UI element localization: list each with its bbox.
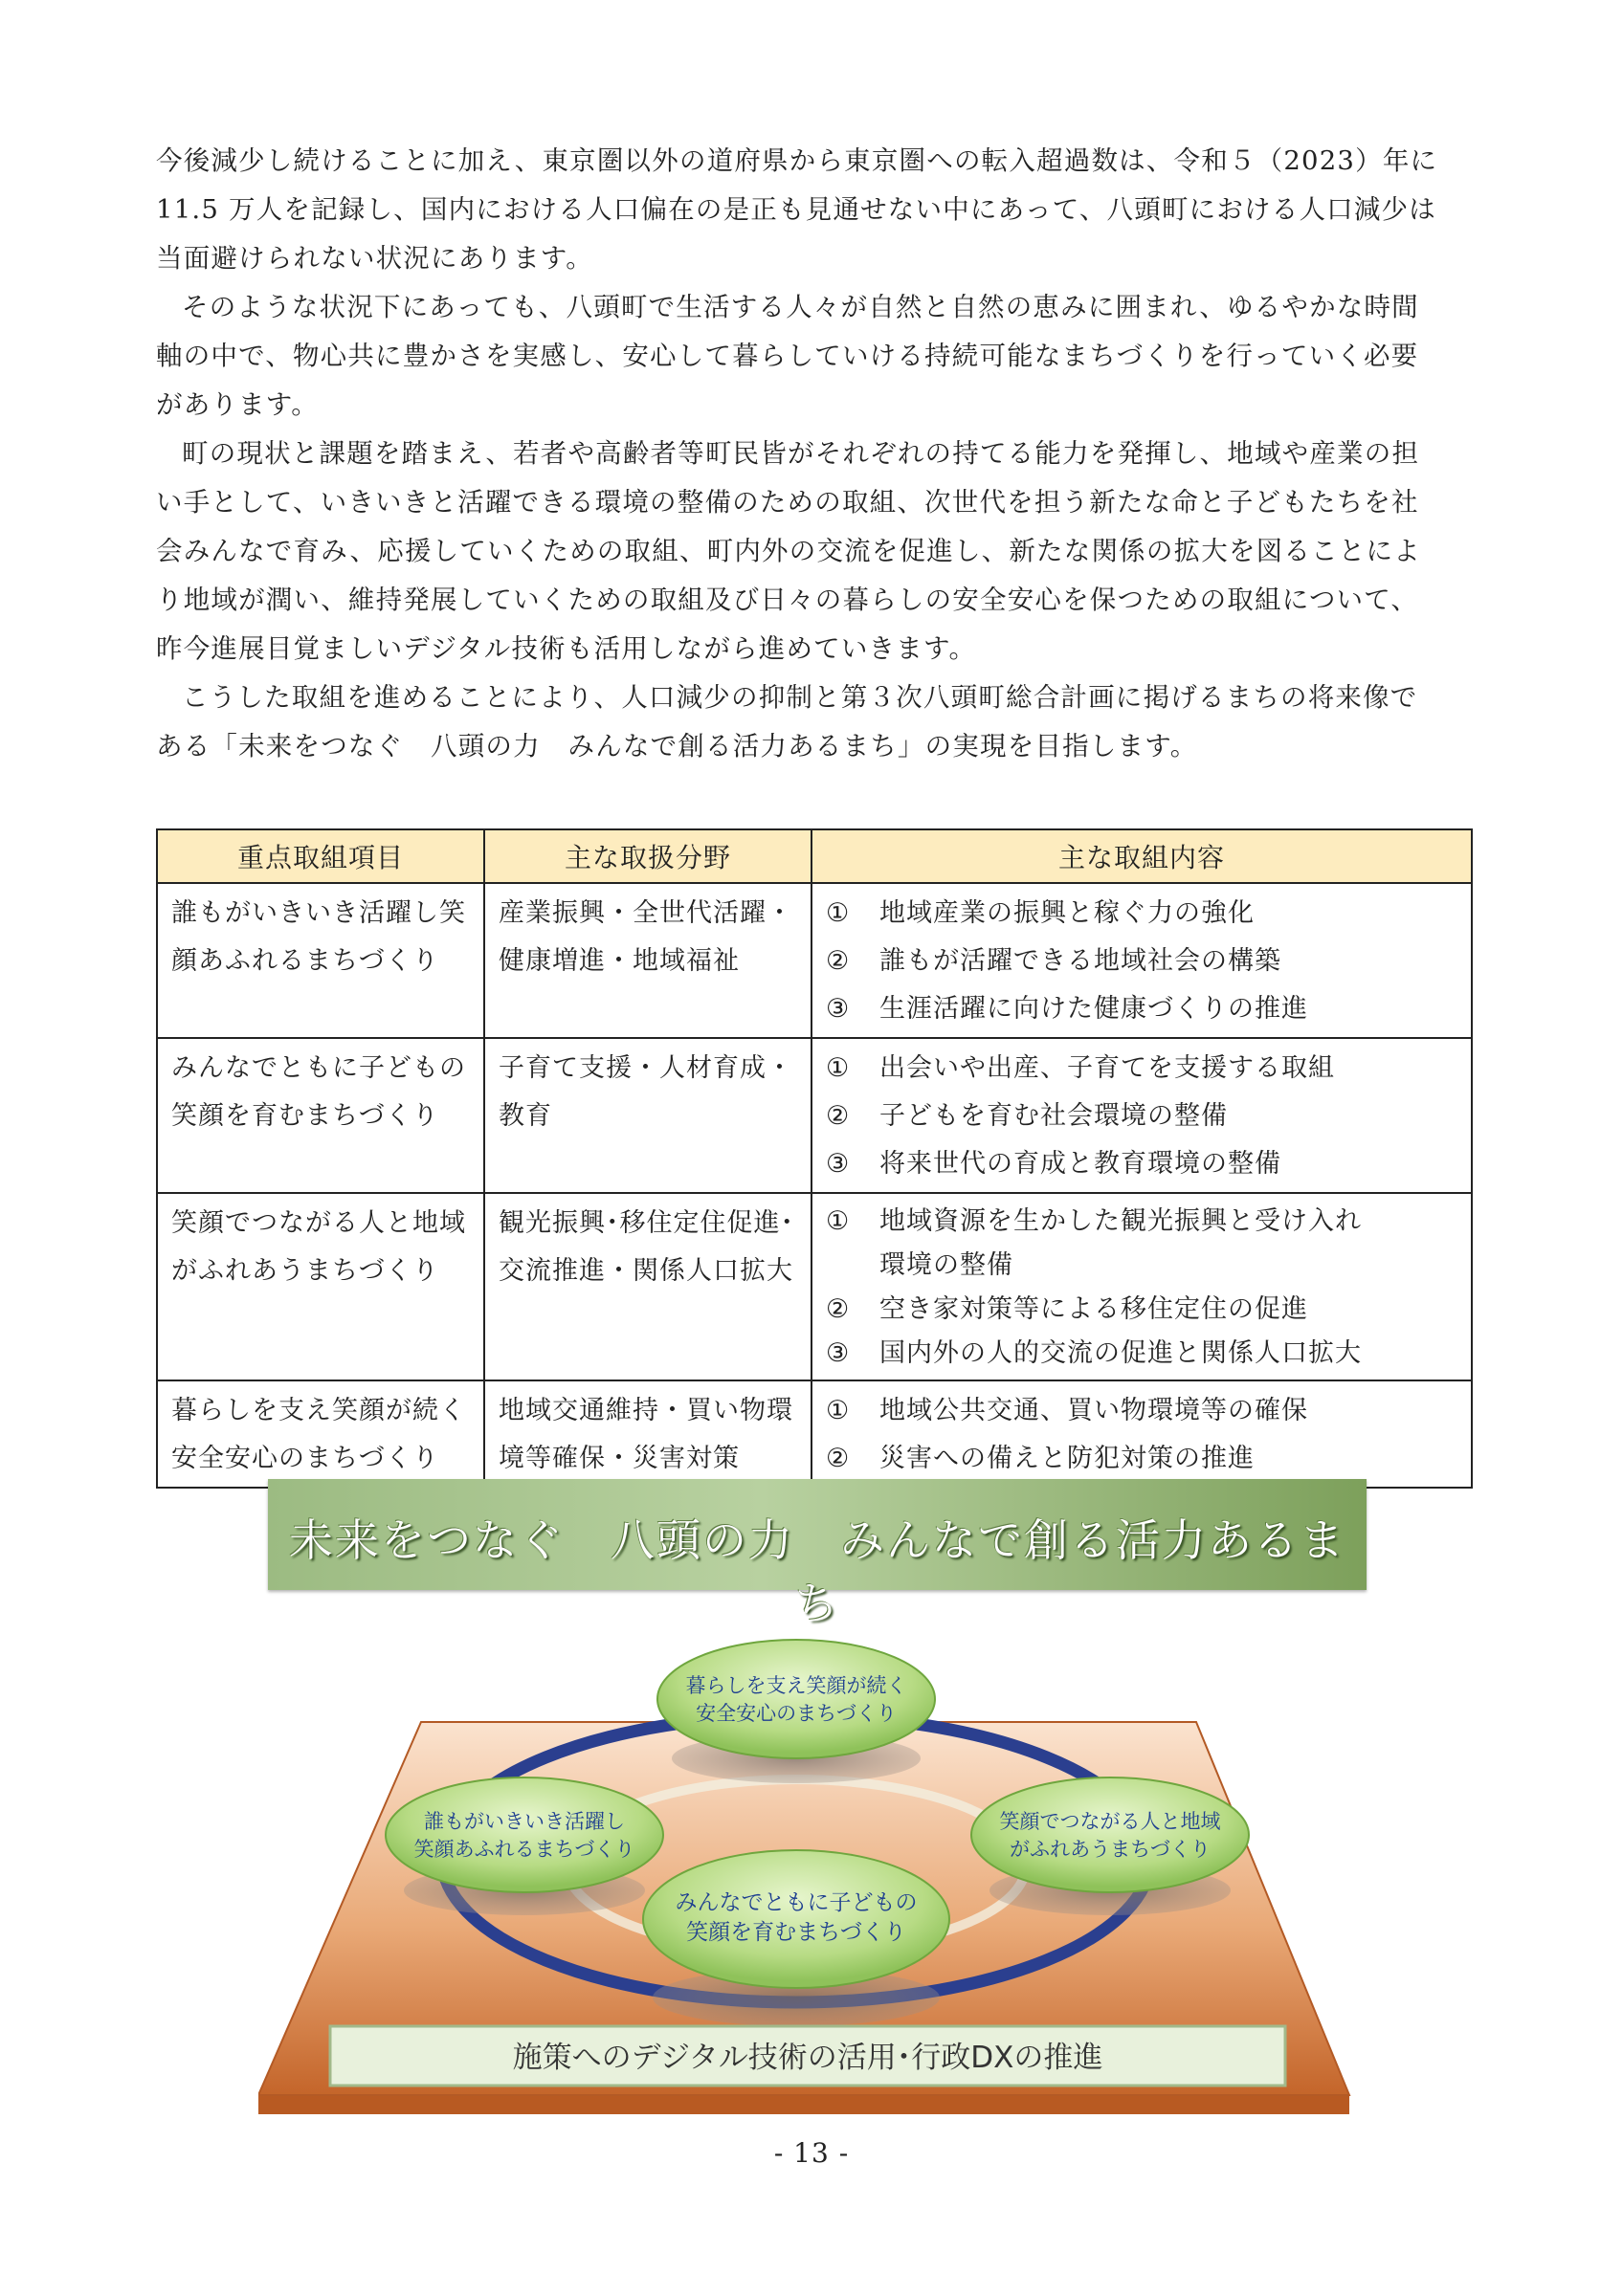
- cell-item: [157, 883, 484, 1038]
- paragraph-1: [156, 137, 1473, 283]
- item-text: 地域公共交通、買い物環境等の確保: [879, 1396, 1308, 1425]
- item-text: 生涯活躍に向けた健康づくりの推進: [879, 994, 1308, 1024]
- paragraph-line: 軸の中で、物心共に豊かさを実感し、安心して暮らしていける持続可能なまちづくりを行っていく必要: [156, 341, 1419, 371]
- list-item: [826, 1332, 1459, 1376]
- cell-line: 顔あふれるまちづくり: [171, 946, 439, 976]
- item-number: ③: [826, 994, 851, 1024]
- cell-line: 子育て支援・人材育成・: [499, 1053, 793, 1083]
- circle-top: [657, 1640, 935, 1758]
- circle-shape: [386, 1777, 663, 1892]
- cell-line: 誰もがいきいき活躍し笑: [171, 898, 466, 928]
- paragraph-4: [156, 673, 1473, 771]
- cell-contents: [812, 883, 1472, 1038]
- paragraph-3: [156, 430, 1473, 673]
- item-text-line: 地域資源を生かした観光振興と受け入れ: [879, 1206, 1362, 1236]
- cell-line: 交流推進・関係人口拡大: [499, 1256, 793, 1286]
- item-text: 子どもを育む社会環境の整備: [879, 1101, 1228, 1131]
- item-number: ①: [826, 1206, 851, 1236]
- circle-shape: [971, 1777, 1249, 1892]
- cell-line: 笑顔でつながる人と地域: [171, 1208, 466, 1238]
- item-text: 災害への備えと防犯対策の推進: [879, 1444, 1255, 1473]
- item-text: 国内外の人的交流の促進と関係人口拡大: [879, 1338, 1362, 1368]
- page-number: - 13 -: [773, 2137, 850, 2169]
- paragraph-line: り地域が潤い、維持発展していくための取組及び日々の暮らしの安全安心を保つための取組について、: [156, 585, 1419, 615]
- cell-contents: [812, 1380, 1472, 1488]
- paragraph-line: 昨今進展目覚ましいデジタル技術も活用しながら進めていきます。: [156, 633, 977, 664]
- cell-field: [484, 1193, 812, 1380]
- circle-left-line2: 笑顔あふれるまちづくり: [413, 1838, 635, 1861]
- item-text: 出会いや出産、子育てを支援する取組: [879, 1053, 1335, 1083]
- cell-line: 産業振興・全世代活躍・: [499, 898, 793, 928]
- list-item: [826, 1435, 1459, 1483]
- cell-field: [484, 883, 812, 1038]
- item-number: ②: [826, 946, 851, 976]
- item-text-line: 環境の整備: [879, 1250, 1013, 1280]
- cell-contents: [812, 1193, 1472, 1380]
- item-text: [879, 1200, 1459, 1288]
- item-number: ①: [826, 898, 851, 928]
- table-header-row: [157, 829, 1472, 883]
- item-text: 誰もが活躍できる地域社会の構築: [879, 946, 1281, 976]
- cell-line: 地域交通維持・買い物環: [499, 1396, 793, 1425]
- paragraph-line: 会みんなで育み、応援していくための取組、町内外の交流を促進し、新たな関係の拡大を図ることによ: [156, 536, 1421, 566]
- item-number: ②: [826, 1294, 851, 1324]
- cell-item: [157, 1038, 484, 1193]
- cell-field: [484, 1380, 812, 1488]
- cell-line: 教育: [499, 1101, 552, 1131]
- item-number: ③: [826, 1149, 851, 1179]
- cell-line: 笑顔を育むまちづくり: [171, 1101, 439, 1131]
- paragraph-line: 当面避けられない状況にあります。: [156, 243, 593, 274]
- circle-left: [386, 1777, 663, 1892]
- list-item: [826, 985, 1459, 1033]
- cell-line: 安全安心のまちづくり: [171, 1444, 439, 1473]
- paragraph-line: 町の現状と課題を踏まえ、若者や高齢者等町民皆がそれぞれの持てる能力を発揮し、地域や産業の担: [182, 438, 1420, 469]
- cell-line: みんなでともに子どもの: [171, 1053, 466, 1083]
- item-number: ②: [826, 1444, 851, 1473]
- circle-top-line2: 安全安心のまちづくり: [696, 1702, 897, 1725]
- cell-line: 健康増進・地域福祉: [499, 946, 740, 976]
- header-main-content: 主な取組内容: [812, 829, 1472, 883]
- table-row: [157, 1038, 1472, 1193]
- cell-field: [484, 1038, 812, 1193]
- vision-banner-text: 未来をつなぐ 八頭の力 みんなで創る活力あるまち: [289, 1514, 1345, 1629]
- list-item: [826, 938, 1459, 985]
- table-row: [157, 1193, 1472, 1380]
- cell-item: [157, 1380, 484, 1488]
- list-item: [826, 1288, 1459, 1332]
- paragraph-line: こうした取組を進めることにより、人口減少の抑制と第３次八頭町総合計画に掲げるまちの将来像で: [182, 682, 1418, 713]
- item-number: ②: [826, 1101, 851, 1131]
- list-item: [826, 1045, 1459, 1093]
- paragraph-line: そのような状況下にあっても、八頭町で生活する人々が自然と自然の恵みに囲まれ、ゆるやかな時間: [182, 292, 1419, 322]
- circle-right-line1: 笑顔でつながる人と地域: [999, 1810, 1221, 1833]
- list-item: [826, 1200, 1459, 1288]
- circle-top-line1: 暮らしを支え笑顔が続く: [685, 1674, 907, 1697]
- circle-center-line1: みんなでともに子どもの: [675, 1890, 918, 1915]
- item-text: 空き家対策等による移住定住の促進: [879, 1294, 1308, 1324]
- list-item: [826, 1140, 1459, 1188]
- paragraph-line: 今後減少し続けることに加え、東京圏以外の道府県から東京圏への転入超過数は、令和５（2023）年に: [156, 145, 1438, 176]
- list-item: [826, 890, 1459, 938]
- list-item: [826, 1387, 1459, 1435]
- paragraph-line: 11.5 万人を記録し、国内における人口偏在の是正も見通せない中にあって、八頭町における人口減少は: [156, 194, 1436, 225]
- cell-line: 境等確保・災害対策: [499, 1444, 740, 1473]
- cell-item: [157, 1193, 484, 1380]
- cell-line: 観光振興･移住定住促進･: [499, 1208, 794, 1238]
- cell-contents: [812, 1038, 1472, 1193]
- header-main-field: 主な取扱分野: [484, 829, 812, 883]
- table-row: [157, 883, 1472, 1038]
- circle-center: [643, 1850, 949, 1988]
- circle-right-line2: がふれあうまちづくり: [1010, 1838, 1211, 1861]
- paragraph-line: ある「未来をつなぐ 八頭の力 みんなで創る活力あるまち」の実現を目指します。: [156, 731, 1198, 762]
- circle-center-line2: 笑顔を育むまちづくり: [686, 1920, 906, 1945]
- paragraph-line: があります。: [156, 389, 319, 420]
- circle-left-line1: 誰もがいきいき活躍し: [424, 1810, 625, 1833]
- item-text: 地域産業の振興と稼ぐ力の強化: [879, 898, 1255, 928]
- foundation-text: 施策へのデジタル技術の活用･行政DXの推進: [512, 2041, 1103, 2075]
- paragraph-2: [156, 283, 1473, 430]
- policy-diagram: [258, 1615, 1368, 2131]
- paragraph-line: い手として、いきいきと活躍できる環境の整備のための取組、次世代を担う新たな命と子どもたちを社: [156, 487, 1419, 518]
- cell-line: がふれあうまちづくり: [171, 1256, 439, 1286]
- table-row: [157, 1380, 1472, 1488]
- vision-banner: [268, 1479, 1367, 1629]
- cell-line: 暮らしを支え笑顔が続く: [171, 1396, 466, 1425]
- circle-right: [971, 1777, 1249, 1892]
- circle-shape: [643, 1850, 949, 1988]
- platform-slab-front: [258, 2095, 1349, 2114]
- header-priority-item: 重点取組項目: [157, 829, 484, 883]
- priority-initiatives-table: [156, 828, 1473, 1489]
- item-number: ③: [826, 1338, 851, 1368]
- circle-shape: [657, 1640, 935, 1758]
- item-number: ①: [826, 1053, 851, 1083]
- item-text: 将来世代の育成と教育環境の整備: [879, 1149, 1281, 1179]
- item-number: ①: [826, 1396, 851, 1425]
- list-item: [826, 1093, 1459, 1140]
